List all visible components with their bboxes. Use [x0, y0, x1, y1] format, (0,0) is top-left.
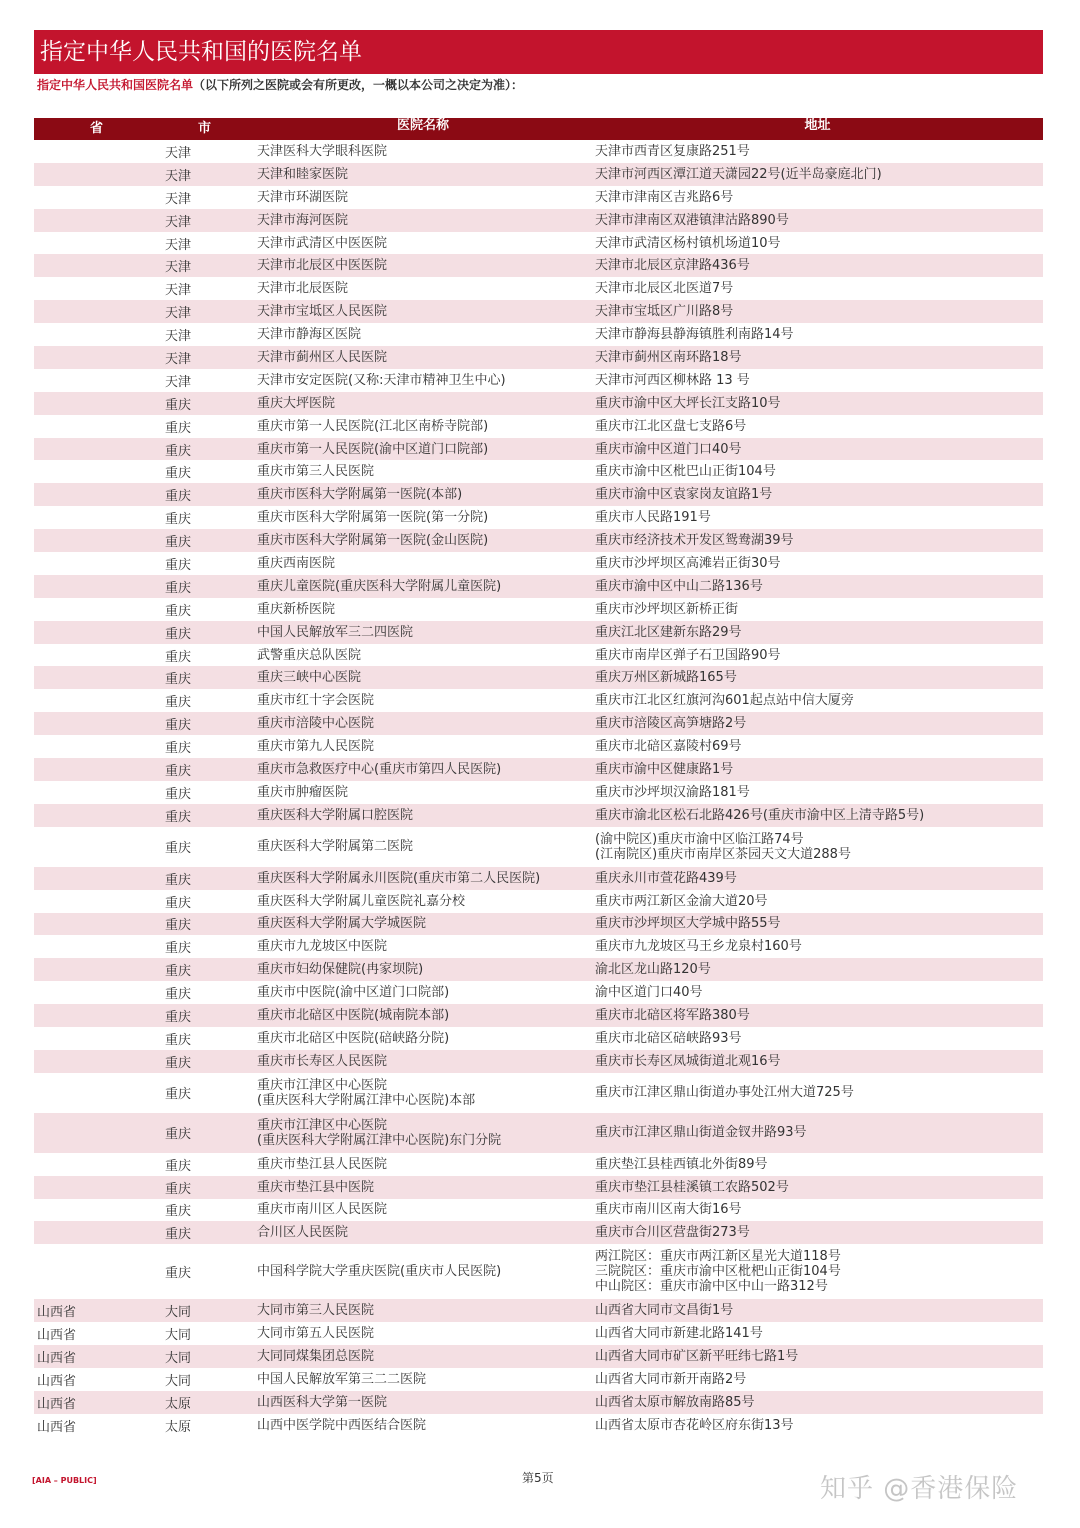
city-cell: 太原: [165, 1419, 192, 1435]
address-cell: 山西省大同市新开南路2号: [595, 1371, 747, 1387]
table-row: [34, 1113, 1043, 1153]
province-cell: 山西省: [37, 1373, 77, 1389]
city-cell: 重庆: [165, 649, 192, 665]
address-cell: 重庆市南川区南大街16号: [595, 1202, 742, 1218]
city-cell: 重庆: [165, 1266, 192, 1282]
address-cell: 天津市北辰区京津路436号: [595, 258, 750, 274]
subtitle: [37, 77, 523, 93]
address-cell: 天津市津南区吉兆路6号: [595, 189, 734, 205]
hospital-name-cell: 重庆市北碚区中医院(城南院本部): [257, 1008, 450, 1023]
table-row: [34, 781, 1043, 804]
city-cell: 重庆: [165, 786, 192, 802]
address-cell: 渝北区龙山路120号: [595, 962, 711, 978]
address-cell: 重庆江北区建新东路29号: [595, 624, 742, 640]
city-cell: 重庆: [165, 987, 192, 1003]
province-cell: 山西省: [37, 1419, 77, 1435]
hospital-name-cell: 大同市第三人民医院: [257, 1303, 375, 1319]
city-cell: 重庆: [165, 397, 192, 413]
address-cell: 山西省太原市杏花岭区府东街13号: [595, 1417, 794, 1433]
classification-label: [AIA – PUBLIC]: [32, 1476, 97, 1485]
city-cell: 重庆: [165, 1032, 192, 1048]
table-row: [34, 438, 1043, 461]
address-cell: 重庆市南岸区弹子石卫国路90号: [595, 647, 781, 663]
table-row: [34, 163, 1043, 186]
hospital-name-cell: 重庆儿童医院(重庆医科大学附属儿童医院): [257, 578, 502, 594]
hospital-name-cell: 重庆市北碚区中医院(碚峡路分院): [257, 1030, 450, 1046]
table-row: [34, 483, 1043, 506]
address-cell: 重庆市长寿区凤城街道北观16号: [595, 1053, 781, 1069]
city-cell: 重庆: [165, 626, 192, 642]
header-hospital: 医院名称: [396, 118, 449, 133]
address-cell: 天津市津南区双港镇津沽路890号: [595, 212, 789, 228]
table-row: [34, 958, 1043, 981]
city-cell: 重庆: [165, 1087, 192, 1103]
table-row: [34, 621, 1043, 644]
city-cell: 重庆: [165, 420, 192, 436]
city-cell: 重庆: [165, 1204, 192, 1220]
address-cell: 山西省大同市文昌街1号: [595, 1303, 734, 1319]
hospital-name-cell: 重庆市南川区人民医院: [257, 1202, 388, 1218]
city-cell: 大同: [165, 1351, 192, 1367]
hospital-table: [34, 118, 1043, 1437]
hospital-name-cell: 重庆西南医院: [257, 555, 336, 571]
address-cell: 天津市西青区复康路251号: [595, 143, 750, 159]
table-row: [34, 140, 1043, 163]
city-cell: 重庆: [165, 1055, 192, 1071]
table-row: [34, 277, 1043, 300]
city-cell: 重庆: [165, 718, 192, 734]
province-cell: 山西省: [37, 1396, 77, 1412]
table-row: [34, 1176, 1043, 1199]
table-row: [34, 529, 1043, 552]
hospital-name-cell: 天津市北辰区中医医院: [257, 258, 388, 274]
city-cell: 重庆: [165, 580, 192, 596]
city-cell: 天津: [165, 283, 192, 299]
address-cell: 重庆市渝中区道门口40号: [595, 441, 742, 457]
table-row: [34, 735, 1043, 758]
table-row: [34, 1391, 1043, 1414]
address-cell: 重庆永川市萱花路439号: [595, 870, 737, 886]
address-cell-line: 三院院区：重庆市渝中区枇杷山正街104号: [595, 1264, 841, 1280]
address-cell: 重庆市两江新区金渝大道20号: [595, 893, 768, 909]
hospital-name-cell-line: 重庆市江津区中心医院: [257, 1117, 388, 1133]
city-cell: 天津: [165, 351, 192, 367]
hospital-name-cell: 天津市武清区中医医院: [257, 235, 388, 251]
address-cell: 重庆市渝中区枇巴山正街104号: [595, 464, 776, 480]
table-row: [34, 232, 1043, 255]
address-cell: 重庆市沙坪坝区大学城中路55号: [595, 916, 781, 932]
header-province: 省: [90, 121, 104, 136]
table-row: [34, 1153, 1043, 1176]
address-cell: 重庆市北碚区嘉陵村69号: [595, 739, 742, 755]
table-row: [34, 1345, 1043, 1368]
table-row: [34, 1073, 1043, 1113]
address-cell: 重庆市北碚区碚峡路93号: [595, 1030, 742, 1046]
page-title: 指定中华人民共和国的医院名单: [34, 30, 1043, 74]
address-cell: 重庆市渝北区松石北路426号(重庆市渝中区上清寺路5号): [595, 807, 925, 823]
address-cell: 天津市北辰区北医道7号: [595, 281, 734, 297]
province-cell: 山西省: [37, 1351, 77, 1367]
hospital-name-cell: 合川区人民医院: [257, 1225, 349, 1241]
hospital-name-cell: 重庆市垫江县中医院: [257, 1179, 375, 1195]
table-row: [34, 506, 1043, 529]
address-cell-line: 中山院区：重庆市渝中区中山一路312号: [595, 1279, 828, 1295]
hospital-name-cell-line: 重庆市江津区中心医院: [257, 1077, 388, 1093]
hospital-name-cell: 重庆市长寿区人民医院: [257, 1053, 388, 1069]
address-cell: 重庆市涪陵区高笋塘路2号: [595, 716, 747, 732]
table-row: [34, 369, 1043, 392]
hospital-name-cell: 重庆医科大学附属第二医院: [257, 839, 414, 855]
hospital-name-cell-line: (重庆医科大学附属江津中心医院)东门分院: [257, 1132, 502, 1148]
table-row: [34, 1199, 1043, 1222]
city-cell: 重庆: [165, 557, 192, 573]
hospital-name-cell: 中国人民解放军第三二二医院: [257, 1371, 427, 1387]
city-cell: 天津: [165, 329, 192, 345]
address-cell: 重庆市渝中区大坪长江支路10号: [595, 395, 781, 411]
address-cell-line: (江南院区)重庆市南岸区茶园天文大道288号: [595, 846, 851, 862]
hospital-name-cell: 重庆市第九人民医院: [257, 739, 375, 755]
hospital-name-cell: 重庆医科大学附属儿童医院礼嘉分校: [257, 893, 466, 909]
hospital-name-cell: 重庆市急救医疗中心(重庆市第四人民医院): [257, 761, 502, 777]
hospital-name-cell: 重庆市九龙坡区中医院: [257, 939, 388, 955]
address-cell: 渝中区道门口40号: [595, 985, 703, 1001]
address-cell: 重庆市江北区红旗河沟601起点站中信大厦旁: [595, 693, 854, 709]
hospital-name-cell: 天津市安定医院(又称:天津市精神卫生中心): [257, 372, 506, 388]
hospital-name-cell: 重庆市医科大学附属第一医院(第一分院): [257, 510, 489, 526]
table-row: [34, 644, 1043, 667]
hospital-name-cell: 中国人民解放军三二四医院: [257, 624, 414, 640]
city-cell: 太原: [165, 1396, 192, 1412]
city-cell: 重庆: [165, 964, 192, 980]
hospital-name-cell: 重庆市肿瘤医院: [257, 784, 349, 800]
address-cell: 重庆万州区新城路165号: [595, 670, 737, 686]
table-row: [34, 209, 1043, 232]
address-cell: [592, 832, 1043, 862]
address-cell-line: (渝中院区)重庆市渝中区临江路74号: [595, 831, 804, 847]
hospital-name-cell: 天津市环湖医院: [257, 189, 349, 205]
table-row: [34, 981, 1043, 1004]
province-cell: 山西省: [37, 1305, 77, 1321]
hospital-name-cell: 天津市宝坻区人民医院: [257, 304, 388, 320]
table-row: [34, 1244, 1043, 1299]
city-cell: 重庆: [165, 1127, 192, 1143]
header-address: 地址: [804, 118, 831, 133]
city-cell: 天津: [165, 145, 192, 161]
subtitle-highlight: 指定中华人民共和国医院名单: [37, 78, 194, 92]
address-cell-line: 两江院区：重庆市两江新区星光大道118号: [595, 1249, 841, 1265]
city-cell: 重庆: [165, 443, 192, 459]
hospital-name-cell: 重庆市医科大学附属第一医院(本部): [257, 487, 463, 503]
hospital-name-cell: 山西中医学院中西医结合医院: [257, 1417, 427, 1433]
hospital-name-cell: 重庆市第一人民医院(渝中区道门口院部): [257, 441, 489, 457]
address-cell: 重庆垫江县桂西镇北外街89号: [595, 1156, 768, 1172]
hospital-name-cell: 天津市海河医院: [257, 212, 349, 228]
hospital-name-cell: 重庆市红十字会医院: [257, 693, 375, 709]
hospital-name-cell: 重庆医科大学附属口腔医院: [257, 807, 414, 823]
hospital-name-cell: 中国科学院大学重庆医院(重庆市人民医院): [257, 1264, 502, 1280]
address-cell: 重庆市沙坪坝区新桥正街: [595, 601, 739, 617]
city-cell: 重庆: [165, 489, 192, 505]
table-row: [34, 890, 1043, 913]
city-cell: 重庆: [165, 695, 192, 711]
table-row: [34, 575, 1043, 598]
city-cell: 天津: [165, 237, 192, 253]
table-row: [34, 1368, 1043, 1391]
table-row: [34, 712, 1043, 735]
table-row: [34, 827, 1043, 867]
hospital-name-cell: 天津市北辰医院: [257, 281, 349, 297]
table-row: [34, 758, 1043, 781]
address-cell: 重庆市经济技术开发区鸳鸯湖39号: [595, 533, 794, 549]
table-row: [34, 300, 1043, 323]
hospital-name-cell: 山西医科大学第一医院: [257, 1394, 388, 1410]
city-cell: 重庆: [165, 895, 192, 911]
hospital-name-cell: 重庆市中医院(渝中区道门口院部): [257, 985, 450, 1001]
table-body: [34, 140, 1043, 1437]
hospital-name-cell: 重庆市医科大学附属第一医院(金山医院): [257, 533, 489, 549]
table-row: [34, 415, 1043, 438]
subtitle-note: （以下所列之医院或会有所更改，一概以本公司之决定为准）：: [193, 78, 524, 92]
city-cell: 重庆: [165, 1181, 192, 1197]
table-row: [34, 1299, 1043, 1322]
address-cell: 重庆市江北区盘七支路6号: [595, 418, 747, 434]
table-row: [34, 1027, 1043, 1050]
table-row: [34, 1322, 1043, 1345]
address-cell: 天津市宝坻区广川路8号: [595, 304, 734, 320]
address-cell: 重庆市垫江县桂溪镇工农路502号: [595, 1179, 789, 1195]
city-cell: 重庆: [165, 1227, 192, 1243]
address-cell: 重庆市合川区营盘街273号: [595, 1225, 750, 1241]
city-cell: 天津: [165, 374, 192, 390]
address-cell: 重庆市沙坪坝区高滩岩正街30号: [595, 555, 781, 571]
city-cell: 重庆: [165, 941, 192, 957]
hospital-name-cell: 重庆市第一人民医院(江北区南桥寺院部): [257, 418, 489, 434]
hospital-name-cell: 重庆医科大学附属永川医院(重庆市第二人民医院): [257, 870, 541, 886]
city-cell: 天津: [165, 168, 192, 184]
header-city: 市: [198, 121, 212, 136]
city-cell: 天津: [165, 260, 192, 276]
hospital-name-cell: 天津市静海区医院: [257, 327, 362, 343]
address-cell: 山西省大同市新建北路141号: [595, 1326, 763, 1342]
address-cell: 天津市蓟州区南环路18号: [595, 349, 742, 365]
city-cell: 重庆: [165, 603, 192, 619]
address-cell: 山西省大同市矿区新平旺纬七路1号: [595, 1349, 799, 1365]
hospital-name-cell: 天津医科大学眼科医院: [257, 143, 388, 159]
address-cell: 重庆市人民路191号: [595, 510, 711, 526]
city-cell: 重庆: [165, 741, 192, 757]
hospital-name-cell: 大同市第五人民医院: [257, 1326, 375, 1342]
address-cell: 天津市静海县静海镇胜利南路14号: [595, 327, 794, 343]
table-row: [34, 666, 1043, 689]
address-cell: 天津市河西区潭江道天潇园22号(近半岛豪庭北门): [595, 166, 882, 182]
watermark: 知乎 @香港保险: [820, 1474, 1019, 1504]
address-cell: 重庆市渝中区中山二路136号: [595, 578, 763, 594]
hospital-name-cell: 天津和睦家医院: [257, 166, 349, 182]
table-row: [34, 460, 1043, 483]
city-cell: 重庆: [165, 535, 192, 551]
table-row: [34, 346, 1043, 369]
table-row: [34, 1050, 1043, 1073]
address-cell: 重庆市九龙坡区马王乡龙泉村160号: [595, 939, 802, 955]
table-row: [34, 254, 1043, 277]
city-cell: 重庆: [165, 809, 192, 825]
city-cell: 重庆: [165, 841, 192, 857]
hospital-name-cell: 重庆医科大学附属大学城医院: [257, 916, 427, 932]
hospital-name-cell-line: (重庆医科大学附属江津中心医院)本部: [257, 1092, 476, 1108]
table-header: [34, 118, 1043, 140]
table-row: [34, 186, 1043, 209]
table-row: [34, 804, 1043, 827]
table-row: [34, 392, 1043, 415]
table-row: [34, 867, 1043, 890]
table-row: [34, 1221, 1043, 1244]
city-cell: 天津: [165, 214, 192, 230]
hospital-name-cell: 重庆市妇幼保健院(冉家坝院): [257, 962, 424, 978]
table-row: [34, 1004, 1043, 1027]
city-cell: 天津: [165, 191, 192, 207]
address-cell: 山西省太原市解放南路85号: [595, 1394, 755, 1410]
page-number: 第5页: [522, 1471, 554, 1485]
city-cell: 重庆: [165, 918, 192, 934]
province-cell: 山西省: [37, 1328, 77, 1344]
city-cell: 重庆: [165, 672, 192, 688]
hospital-name-cell: 重庆大坪医院: [257, 395, 336, 411]
city-cell: 大同: [165, 1373, 192, 1389]
table-row: [34, 913, 1043, 936]
table-row: [34, 689, 1043, 712]
address-cell: 天津市武清区杨村镇机场道10号: [595, 235, 781, 251]
city-cell: 重庆: [165, 512, 192, 528]
hospital-name-cell: [254, 1078, 592, 1108]
city-cell: 大同: [165, 1305, 192, 1321]
city-cell: 重庆: [165, 872, 192, 888]
table-row: [34, 323, 1043, 346]
city-cell: 大同: [165, 1328, 192, 1344]
address-cell: [592, 1249, 1043, 1294]
address-cell: 重庆市沙坪坝汉渝路181号: [595, 784, 750, 800]
hospital-name-cell: 重庆三峡中心医院: [257, 670, 362, 686]
address-cell: 重庆市渝中区袁家岗友谊路1号: [595, 487, 773, 503]
table-row: [34, 598, 1043, 621]
hospital-name-cell: 武警重庆总队医院: [257, 647, 362, 663]
hospital-name-cell: 重庆新桥医院: [257, 601, 336, 617]
address-cell: 重庆市渝中区健康路1号: [595, 761, 734, 777]
address-cell: 天津市河西区柳林路 13 号: [595, 372, 750, 388]
address-cell: 重庆市江津区鼎山街道办事处江州大道725号: [595, 1085, 854, 1101]
hospital-name-cell: 重庆市第三人民医院: [257, 464, 375, 480]
city-cell: 重庆: [165, 466, 192, 482]
hospital-name-cell: 大同同煤集团总医院: [257, 1349, 375, 1365]
city-cell: 天津: [165, 306, 192, 322]
table-row: [34, 1414, 1043, 1437]
hospital-name-cell: [254, 1118, 592, 1148]
table-row: [34, 935, 1043, 958]
hospital-name-cell: 天津市蓟州区人民医院: [257, 349, 388, 365]
hospital-name-cell: 重庆市涪陵中心医院: [257, 716, 375, 732]
hospital-name-cell: 重庆市垫江县人民医院: [257, 1156, 388, 1172]
city-cell: 重庆: [165, 763, 192, 779]
address-cell: 重庆市北碚区将军路380号: [595, 1008, 750, 1023]
table-row: [34, 552, 1043, 575]
city-cell: 重庆: [165, 1010, 192, 1025]
address-cell: 重庆市江津区鼎山街道金钗井路93号: [595, 1125, 807, 1141]
city-cell: 重庆: [165, 1158, 192, 1174]
